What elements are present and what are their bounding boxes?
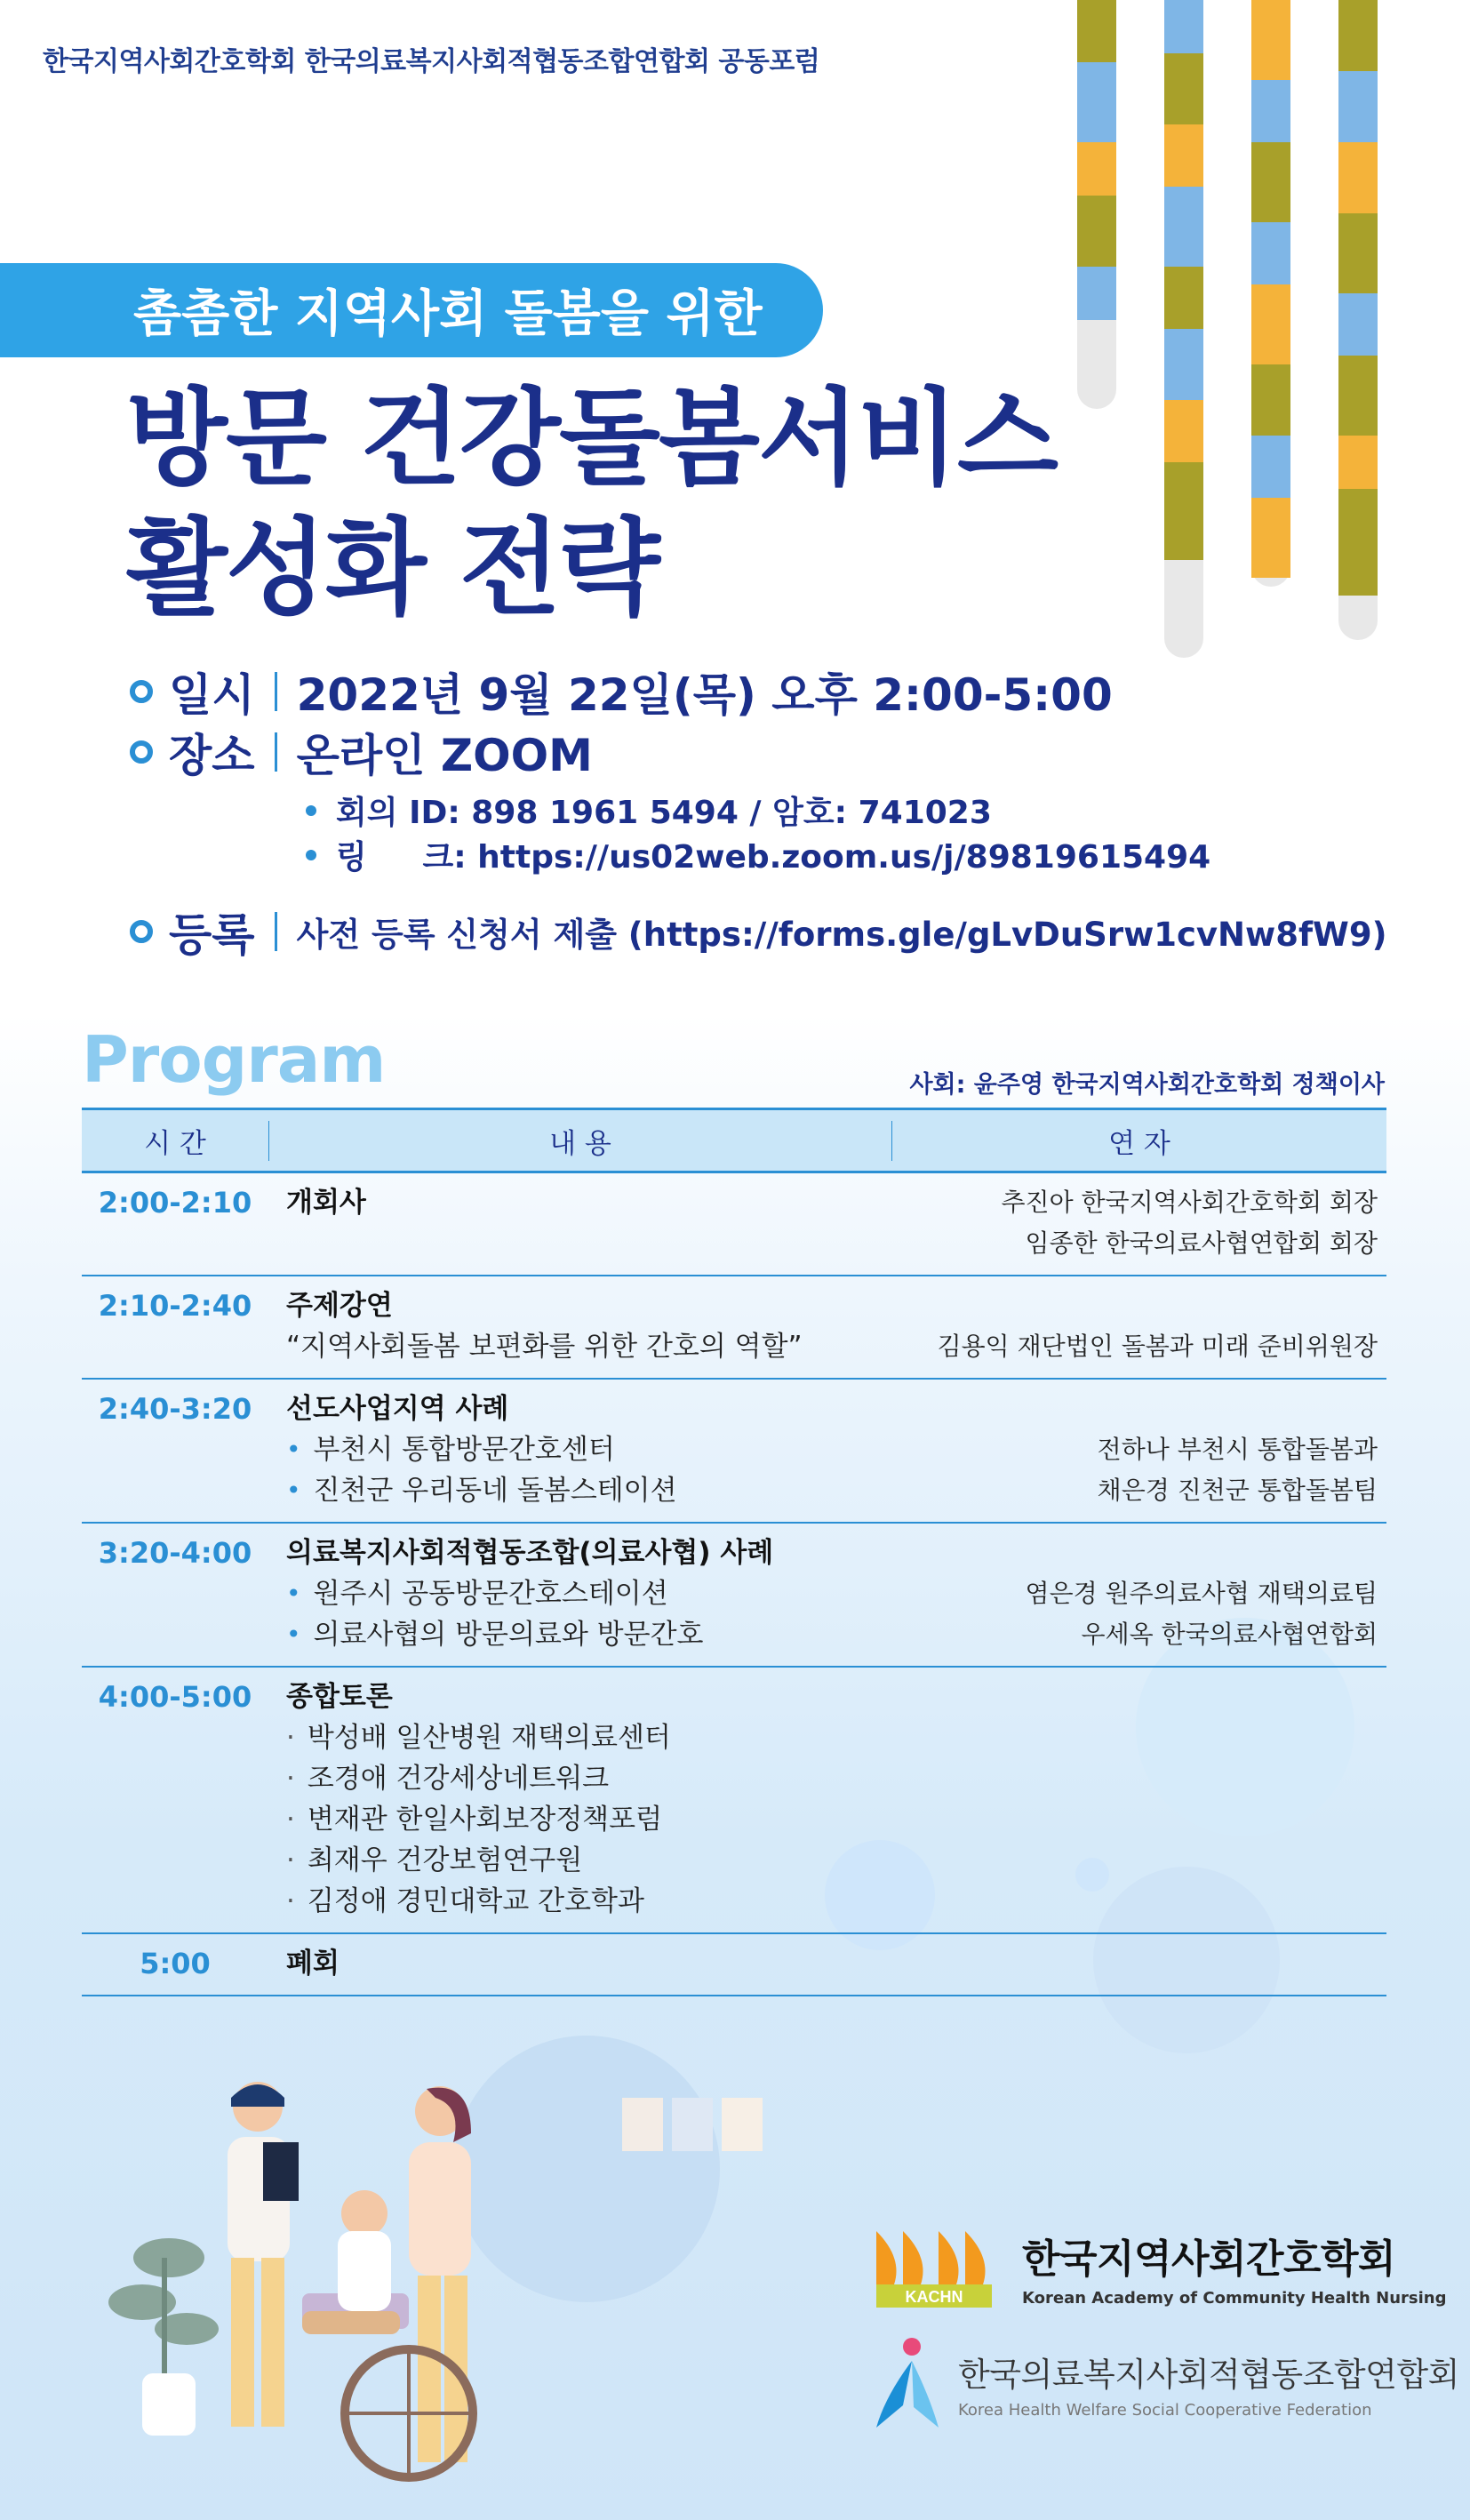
circle-bullet-icon xyxy=(130,680,153,703)
kachn-name: 한국지역사회간호학회 xyxy=(1022,2236,1396,2282)
federation-english-name: Korea Health Welfare Social Cooperative Federation xyxy=(958,2400,1372,2420)
speaker: 임종한 한국의료사협연합회 회장 xyxy=(1025,1228,1378,1258)
speaker: 우세옥 한국의료사협연합회 xyxy=(1081,1620,1378,1649)
session-title: 폐회 xyxy=(286,1948,340,1980)
page-title xyxy=(126,373,1057,633)
session-speakers xyxy=(891,1676,1386,1922)
table-row xyxy=(82,1668,1386,1934)
subtitle-banner xyxy=(0,263,823,357)
program-table xyxy=(82,1108,1386,1996)
speaker: 추진아 한국지역사회간호학회 회장 xyxy=(1001,1188,1378,1217)
session-speakers xyxy=(891,1285,1386,1367)
date-label: 일시 xyxy=(169,669,255,721)
session-speakers xyxy=(891,1532,1386,1655)
bullet-icon xyxy=(306,805,316,816)
program-heading: Program xyxy=(82,1022,386,1097)
session-content xyxy=(268,1285,891,1367)
session-title: 주제강연 xyxy=(286,1290,393,1322)
speaker xyxy=(891,1388,1378,1429)
session-item-text: 변재관 한일사회보장정책포럼 xyxy=(307,1804,663,1836)
meeting-id-row xyxy=(306,788,992,833)
divider xyxy=(275,912,277,951)
bullet-icon: · xyxy=(286,1844,295,1876)
session-item-text: 의료사협의 방문의료와 방문간호 xyxy=(313,1619,704,1651)
meeting-id: 회의 ID: 898 1961 5494 / 암호: 741023 xyxy=(336,795,992,831)
kachn-logo xyxy=(867,2222,1446,2311)
session-content xyxy=(268,1676,891,1922)
session-title: 의료복지사회적협동조합(의료사협) 사례 xyxy=(286,1537,774,1569)
session-content xyxy=(268,1943,891,1984)
circle-bullet-icon xyxy=(130,920,153,943)
registration-row xyxy=(130,900,1387,964)
table-body xyxy=(82,1173,1386,1996)
session-time: 2:40-3:20 xyxy=(98,1392,252,1426)
subtitle: 촘촘한 지역사회 돌봄을 위한 xyxy=(133,285,763,343)
session-item xyxy=(286,1881,891,1922)
bullet-icon: · xyxy=(286,1722,295,1754)
speaker xyxy=(891,1532,1378,1573)
session-time: 2:10-2:40 xyxy=(98,1289,252,1323)
registration-value[interactable]: 사전 등록 신청서 제출 (https://forms.gle/gLvDuSrw1cvNw8fW9) xyxy=(296,916,1387,954)
session-item-text: 박성배 일산병원 재택의료센터 xyxy=(307,1722,671,1754)
session-item xyxy=(286,1840,891,1881)
zoom-link[interactable]: 링 크: https://us02web.zoom.us/j/89819615494 xyxy=(336,839,1211,876)
registration-label: 등록 xyxy=(169,909,255,961)
speaker: 김용익 재단법인 돌봄과 미래 준비위원장 xyxy=(937,1332,1378,1361)
column-header-content: 내 용 xyxy=(269,1121,892,1161)
care-illustration xyxy=(89,2080,818,2507)
title-line-1: 방문 건강돌봄서비스 xyxy=(126,377,1057,500)
session-item xyxy=(286,1614,891,1655)
table-row xyxy=(82,1276,1386,1380)
session-content xyxy=(268,1532,891,1655)
session-title: 종합토론 xyxy=(286,1681,393,1713)
session-item-text: 조경애 건강세상네트워크 xyxy=(307,1763,610,1795)
bullet-icon: • xyxy=(286,1476,301,1505)
bullet-icon: · xyxy=(286,1763,295,1795)
session-item-text: 최재우 건강보험연구원 xyxy=(307,1844,583,1876)
session-time: 3:20-4:00 xyxy=(98,1536,252,1570)
column-header-time: 시 간 xyxy=(82,1121,269,1161)
table-row xyxy=(82,1380,1386,1524)
column-header-speaker: 연 자 xyxy=(1108,1127,1170,1160)
svg-text:KACHN: KACHN xyxy=(905,2288,963,2306)
decorative-stripes xyxy=(1031,0,1404,676)
federation-logo xyxy=(867,2334,1459,2432)
bullet-icon: · xyxy=(286,1804,295,1836)
link-row xyxy=(306,832,1210,877)
session-item-text: 원주시 공동방문간호스테이션 xyxy=(313,1578,668,1610)
bullet-icon: · xyxy=(286,1885,295,1917)
session-item xyxy=(286,1717,891,1758)
session-content xyxy=(268,1182,891,1264)
date-value: 2022년 9월 22일(목) 오후 2:00-5:00 xyxy=(296,669,1113,721)
speaker xyxy=(891,1285,1378,1326)
place-row xyxy=(130,720,593,784)
circle-bullet-icon xyxy=(130,740,153,764)
session-time: 5:00 xyxy=(140,1947,211,1980)
session-item-text: 김정애 경민대학교 간호학과 xyxy=(307,1885,644,1917)
speaker: 채은경 진천군 통합돌봄팀 xyxy=(1097,1476,1378,1505)
table-header xyxy=(82,1108,1386,1173)
federation-name: 한국의료복지사회적협동조합연합회 xyxy=(958,2355,1459,2394)
host: 사회: 윤주영 한국지역사회간호학회 정책이사 xyxy=(909,1071,1385,1099)
session-content xyxy=(268,1388,891,1511)
session-time: 2:00-2:10 xyxy=(98,1186,252,1220)
table-row xyxy=(82,1524,1386,1668)
divider xyxy=(275,672,277,711)
speaker: 염은경 원주의료사협 재택의료팀 xyxy=(1025,1579,1378,1608)
session-item xyxy=(286,1470,891,1511)
session-item-text: 부천시 통합방문간호센터 xyxy=(313,1434,615,1466)
date-row xyxy=(130,660,1113,724)
session-item xyxy=(286,1573,891,1614)
place-label: 장소 xyxy=(169,730,255,781)
session-item-text: “지역사회돌봄 보편화를 위한 간호의 역할” xyxy=(286,1331,803,1363)
divider xyxy=(275,732,277,772)
bullet-icon xyxy=(306,850,316,860)
title-line-2: 활성화 전략 xyxy=(126,507,659,629)
session-speakers xyxy=(891,1182,1386,1264)
session-title: 선도사업지역 사례 xyxy=(286,1393,509,1425)
place-value: 온라인 ZOOM xyxy=(296,730,593,781)
bullet-icon: • xyxy=(286,1579,301,1608)
session-item-text: 진천군 우리동네 돌봄스테이션 xyxy=(313,1475,677,1507)
table-row xyxy=(82,1173,1386,1276)
session-time: 4:00-5:00 xyxy=(98,1680,252,1714)
bullet-icon: • xyxy=(286,1435,301,1464)
kachn-english-name: Korean Academy of Community Health Nursing xyxy=(1022,2288,1447,2308)
table-row xyxy=(82,1934,1386,1996)
session-speakers xyxy=(891,1388,1386,1511)
session-speakers xyxy=(891,1943,1386,1984)
organizers: 한국지역사회간호학회 한국의료복지사회적협동조합연합회 공동포럼 xyxy=(43,46,820,77)
kachn-logo-icon xyxy=(867,2222,1001,2311)
bullet-icon: • xyxy=(286,1620,301,1649)
session-item xyxy=(286,1799,891,1840)
federation-logo-icon xyxy=(867,2334,947,2432)
session-item xyxy=(286,1429,891,1470)
session-title: 개회사 xyxy=(286,1187,366,1219)
speaker: 전하나 부천시 통합돌봄과 xyxy=(1097,1435,1378,1464)
session-item xyxy=(286,1758,891,1799)
session-item xyxy=(286,1326,891,1367)
